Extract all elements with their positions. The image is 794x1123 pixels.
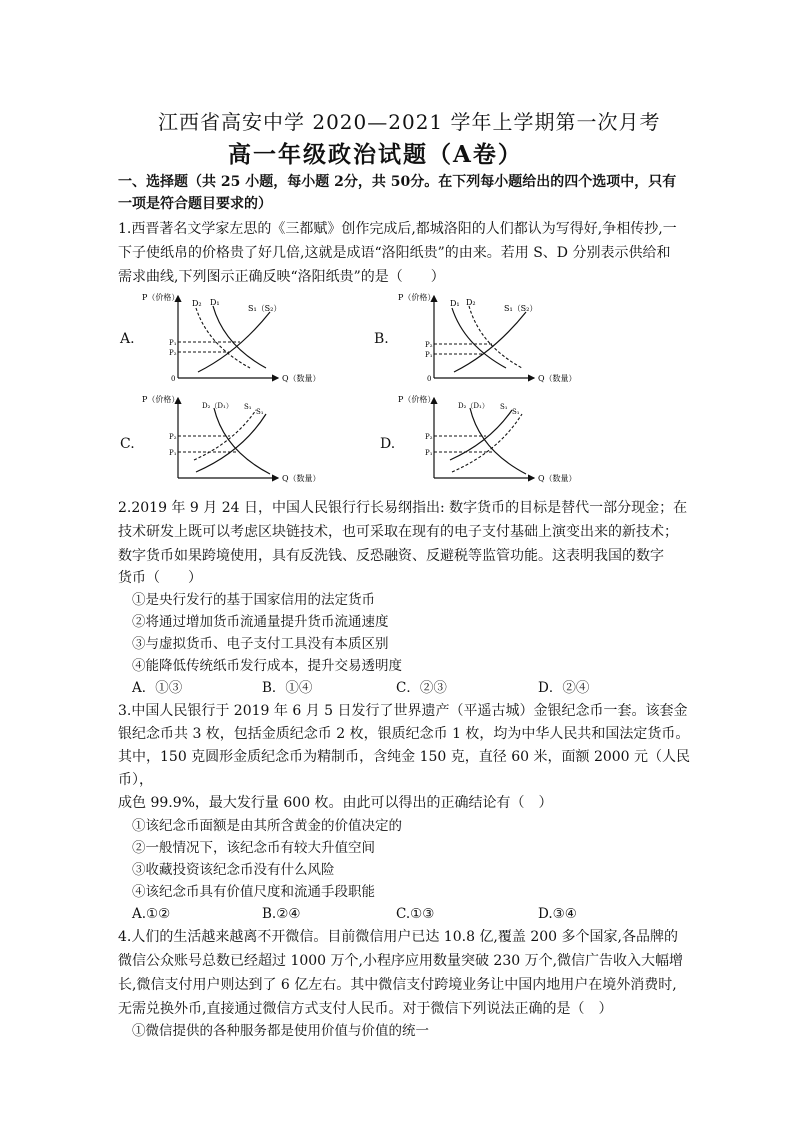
x-axis-label: Q（数量） (282, 374, 321, 383)
q1-line1: 1.西晋著名文学家左思的《三都赋》创作完成后,都城洛阳的人们都认为写得好,争相传抄,一 (118, 221, 677, 237)
y-axis-label: P（价格） (398, 395, 436, 404)
d2d1-label: D₂（D₁） (202, 402, 233, 410)
d1-label: D₁ (210, 298, 220, 307)
p1-label: P₁ (425, 351, 433, 359)
p1-label: P₁ (169, 449, 177, 457)
q3-statement-2: ②一般情况下，该纪念币有较大升值空间 (132, 840, 375, 856)
demand-curve (214, 408, 270, 474)
s1-label: S₁ (256, 408, 264, 416)
demand-curve-d1 (452, 308, 506, 368)
q3-line3: 其中，150 克圆形金质纪念币为精制币，含纯金 150 克，直径 60 米，面额 2000 元（人民 (118, 749, 691, 765)
q3-statement-1: ①该纪念币面额是由其所含黄金的价值决定的 (132, 818, 402, 834)
exam-title: 江西省高安中学 2020—2021 学年上学期第一次月考 (158, 110, 661, 134)
origin-label: 0 (171, 375, 176, 383)
s2-label: S₁ (512, 408, 520, 416)
q1-graph-c (138, 392, 338, 490)
q2-statement-1: ①是央行发行的基于国家信用的法定货币 (132, 592, 375, 608)
q2-line1: 2.2019 年 9 月 24 日，中国人民银行行长易纲指出: 数字货币的目标是替代一部分现金；在 (118, 500, 688, 516)
q2-choice-c: C．②③ (396, 680, 447, 696)
s2-label: S₁ (244, 403, 252, 411)
q1-line2: 下子使纸帛的价格贵了好几倍,这就是成语“洛阳纸贵”的由来。若用 S、D 分别表示供给和 (118, 245, 671, 261)
d2-label: D₂ (192, 299, 202, 308)
q1-graph-d (394, 392, 594, 490)
d1-label: D₁ (450, 299, 460, 308)
q4-line4: 无需兑换外币,直接通过微信方式支付人民币。对于微信下列说法正确的是（ ） (118, 1001, 613, 1017)
d2d1-label: D₂（D₁） (458, 402, 489, 410)
q2-line3: 数字货币如果跨境使用，具有反洗钱、反恐融资、反避税等监管功能。这表明我国的数字 (118, 548, 664, 564)
origin-label: 0 (427, 375, 432, 383)
q3-line5: 成色 99.9%，最大发行量 600 枚。由此可以得出的正确结论有（ ） (118, 795, 553, 811)
q4-line1: 4.人们的生活越来越离不开微信。目前微信用户已达 10.8 亿,覆盖 200 多个国家,各品牌的 (118, 929, 678, 945)
x-axis-label: Q（数量） (282, 474, 321, 483)
p1-label: P₁ (425, 449, 433, 457)
q2-choice-b: B．①④ (262, 680, 313, 696)
s1s2-label: S₁（S₂） (504, 304, 538, 313)
x-axis-label: Q（数量） (538, 374, 577, 383)
q4-line3: 长,微信支付用户则达到了 6 亿左右。其中微信支付跨境业务让中国内地用户在境外消费时, (118, 977, 677, 993)
p2-label: P₂ (425, 433, 433, 441)
q1-graph-b (394, 290, 594, 388)
p2-label: P₂ (169, 433, 177, 441)
q3-choice-b: B.②④ (262, 906, 301, 922)
exam-subtitle: 高一年级政治试题（A卷） (228, 141, 523, 168)
q2-choice-d: D．②④ (538, 680, 590, 696)
q2-line4: 货币（ ） (118, 570, 202, 586)
s1s2-label: S₁（S₂） (248, 304, 282, 313)
q2-choice-a: A．①③ (132, 680, 183, 696)
q3-line4: 币）， (118, 772, 153, 788)
demand-curve (470, 408, 526, 474)
q1-option-c-label: C. (120, 436, 135, 452)
q1-line3: 需求曲线,下列图示正确反映“洛阳纸贵”的是（ ） (118, 269, 445, 285)
q3-choice-d: D.③④ (538, 906, 577, 922)
q3-line1: 3.中国人民银行于 2019 年 6 月 5 日发行了世界遗产（平遥古城）金银纪念币一套。该套金 (118, 703, 688, 719)
q2-statement-3: ③与虚拟货币、电子支付工具没有本质区别 (132, 636, 389, 652)
q1-option-b-label: B. (374, 331, 389, 347)
y-axis-label: P（价格） (142, 293, 180, 302)
y-axis-label: P（价格） (142, 395, 180, 404)
q4-line2: 微信公众账号总数已经超过 1000 万个,小程序应用数量突破 230 万个,微信广告收入大幅增 (118, 953, 684, 969)
q3-statement-4: ④该纪念币具有价值尺度和流通手段职能 (132, 884, 375, 900)
supply-curve (454, 312, 526, 372)
section-intro-line1: 一、选择题（共 25 小题，每小题 2分，共 50分。在下列每小题给出的四个选项中，只有 (118, 174, 677, 190)
p1-label: P₁ (169, 339, 177, 347)
q4-statement-1: ①微信提供的各种服务都是使用价值与价值的统一 (132, 1023, 429, 1039)
demand-curve-d2 (196, 308, 250, 368)
q3-line2: 银纪念币共 3 枚，包括金质纪念币 2 枚，银质纪念币 1 枚，均为中华人民共和国法定货币。 (118, 726, 690, 742)
q1-option-a-label: A. (120, 331, 135, 347)
q1-option-d-label: D. (380, 436, 396, 452)
q2-line2: 技术研发上既可以考虑区块链技术，也可采取在现有的电子支付基础上演变出来的新技术； (118, 524, 678, 540)
s1-label: S₁ (500, 403, 508, 411)
q3-choice-c: C.①③ (396, 906, 435, 922)
p2-label: P₂ (169, 349, 177, 357)
q2-statement-4: ④能降低传统纸币发行成本，提升交易透明度 (132, 658, 402, 674)
y-axis-label: P（价格） (398, 293, 436, 302)
q1-graph-a (138, 290, 338, 388)
q2-statement-2: ②将通过增加货币流通量提升货币流通速度 (132, 614, 389, 630)
p2-label: P₂ (425, 341, 433, 349)
section-intro-line2: 一项是符合题目要求的） (118, 196, 272, 212)
x-axis-label: Q（数量） (538, 474, 577, 483)
q3-statement-3: ③收藏投资该纪念币没有什么风险 (132, 862, 335, 878)
d2-label: D₂ (466, 298, 476, 307)
q3-choice-a: A.①② (132, 906, 171, 922)
